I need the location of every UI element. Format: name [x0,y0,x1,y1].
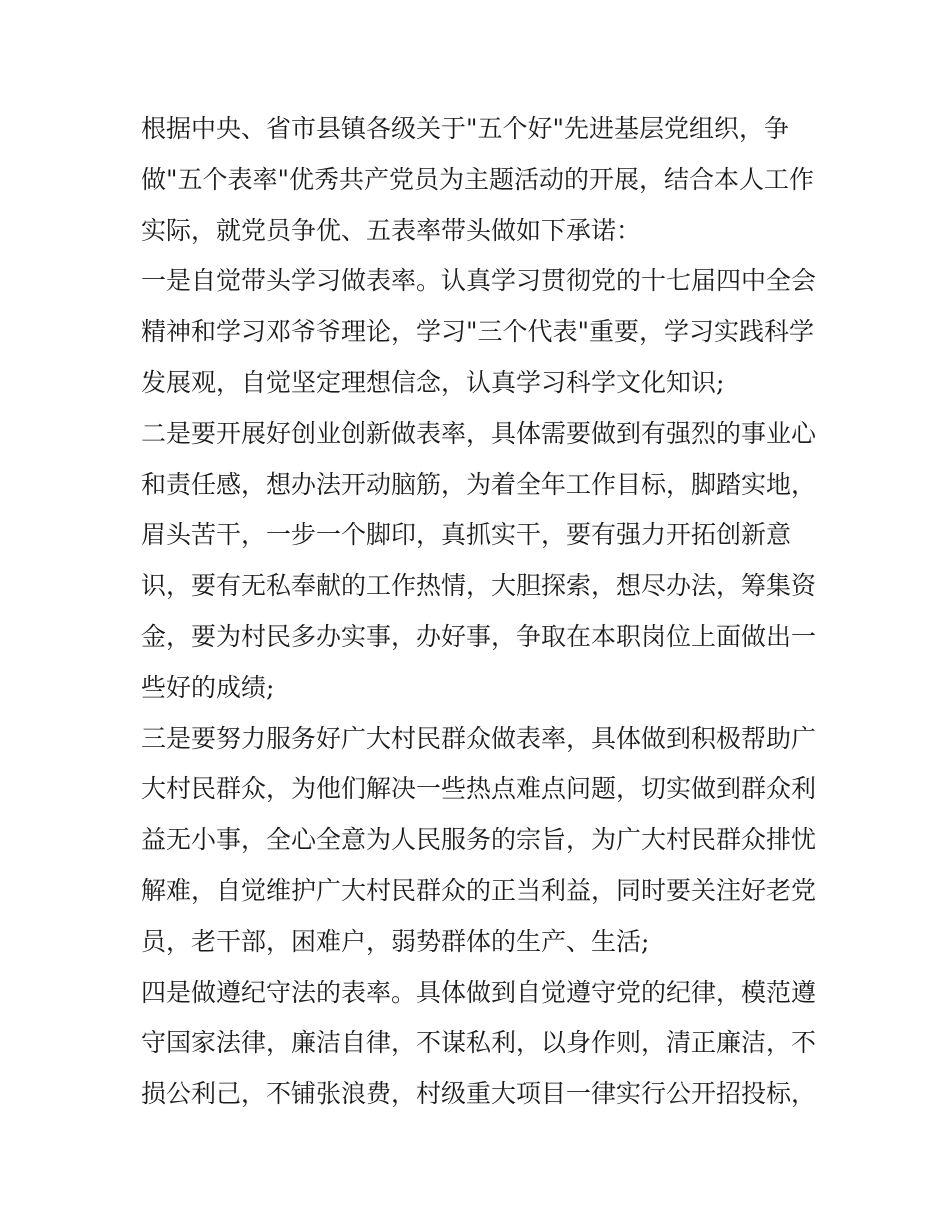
text-line: 大村民群众，为他们解决一些热点难点问题，切实做到群众利 [141,774,817,804]
text-line: 实际，就党员争优、五表率带头做如下承诺： [141,215,642,245]
text-line: 二是要开展好创业创新做表率，具体需要做到有强烈的事业心 [141,418,817,448]
text-line: 做"五个表率"优秀共产党员为主题活动的开展，结合本人工作 [141,164,815,194]
text-line: 金，要为村民多办实事，办好事，争取在本职岗位上面做出一 [141,621,817,651]
text-line: 一是自觉带头学习做表率。认真学习贯彻党的十七届四中全会 [141,266,817,296]
text-line: 守国家法律，廉洁自律，不谋私利，以身作则，清正廉洁，不 [141,1028,817,1058]
text-line: 根据中央、省市县镇各级关于"五个好"先进基层党组织，争 [141,114,790,143]
text-line: 解难，自觉维护广大村民群众的正当利益，同时要关注好老党 [141,875,817,905]
text-line: 益无小事，全心全意为人民服务的宗旨，为广大村民群众排忧 [141,825,817,855]
text-line: 眉头苦干，一步一个脚印，真抓实干，要有强力开拓创新意 [141,520,792,550]
text-line: 四是做遵纪守法的表率。具体做到自觉遵守党的纪律，模范遵 [141,977,817,1007]
document-body [141,104,821,1120]
text-line: 识，要有无私奉献的工作热情，大胆探索，想尽办法，筹集资 [141,571,817,601]
text-line: 发展观，自觉坚定理想信念，认真学习科学文化知识; [141,367,725,397]
text-line: 些好的成绩; [141,672,275,702]
text-line: 和责任感，想办法开动脑筋，为着全年工作目标，脚踏实地， [141,469,817,499]
text-line: 损公利己，不铺张浪费，村级重大项目一律实行公开招投标， [141,1079,817,1109]
text-line: 精神和学习邓爷爷理论，学习"三个代表"重要，学习实践科学 [141,317,815,347]
text-line: 三是要努力服务好广大村民群众做表率，具体做到积极帮助广 [141,723,817,753]
text-line: 员，老干部，困难户，弱势群体的生产、生活; [141,926,650,956]
